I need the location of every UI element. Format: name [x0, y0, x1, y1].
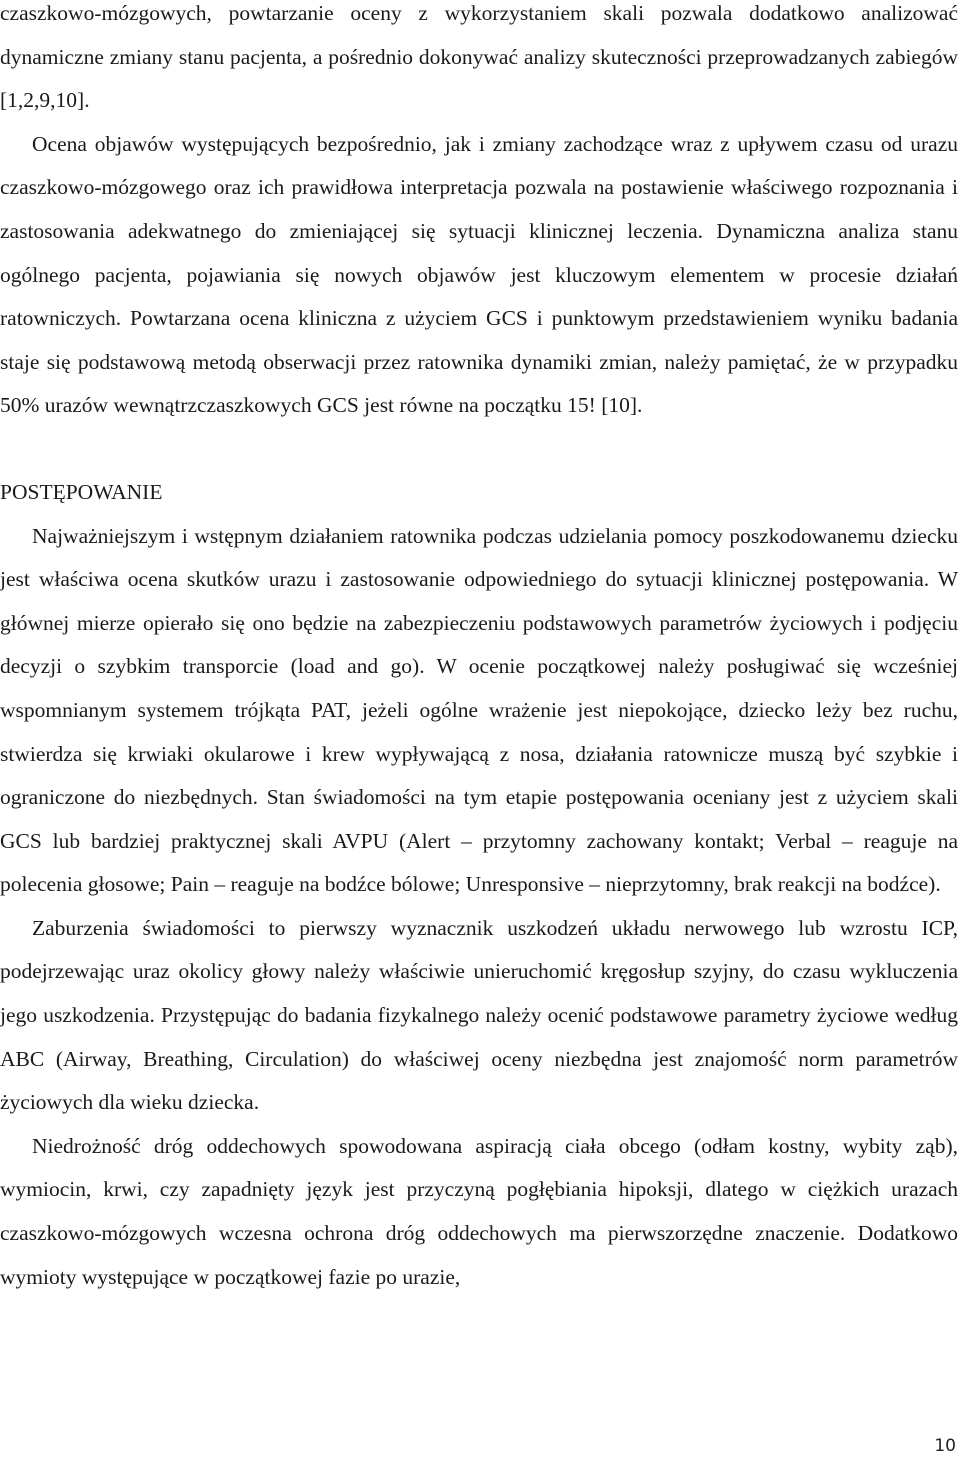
- paragraph-airway: Niedrożność dróg oddechowych spowodowana aspiracją ciała obcego (odłam kostny, wybity ząb), wymiocin, krwi, czy zapadnięty język jest przyczyną pogłębiania hipoksji, dlatego w ciężkich urazach czaszkowo-mózgowych wczesna ochrona dróg oddechowych ma pierwszorzędne znaczenie. Dodatkowo wymioty występujące w początkowej fazie po urazie,: [0, 1133, 958, 1289]
- paragraph-assessment: Ocena objawów występujących bezpośrednio, jak i zmiany zachodzące wraz z upływem czasu od urazu czaszkowo-mózgowego oraz ich prawidłowa interpretacja pozwala na postawienie właściwego rozpoznania i zastosowania adekwatnego do zmieniającej się sytuacji klinicznej leczenia. Dynamiczna analiza stanu ogólnego pacjenta, pojawiania się nowych objawów jest kluczowym elementem w procesie działań ratowniczych. Powtarzana ocena kliniczna z użyciem GCS i punktowym przedstawieniem wyniku badania staje się podstawową metodą obserwacji przez ratownika dynamiki zmian, należy pamiętać, że w przypadku 50% urazów wewnątrzczaszkowych GCS jest równe na początku 15! [10].: [0, 131, 958, 418]
- paragraph-procedure: Najważniejszym i wstępnym działaniem ratownika podczas udzielania pomocy poszkodowanemu dziecku jest właściwa ocena skutków urazu i zastosowanie odpowiedniego do sytuacji klinicznej postępowania. W głównej mierze opierało się ono będzie na zabezpieczeniu podstawowych parametrów życiowych i podjęciu decyzji o szybkim transporcie (load and go). W ocenie początkowej należy posługiwać się wcześniej wspomnianym systemem trójkąta PAT, jeżeli ogólne wrażenie jest niepokojące, dziecko leży bez ruchu, stwierdza się krwiaki okularowe i krew wypływającą z nosa, działania ratownicze muszą być szybkie i ograniczone do niezbędnych. Stan świadomości na tym etapie postępowania oceniany jest z użyciem skali GCS lub bardziej praktycznej skali AVPU (Alert – przytomny zachowany kontakt; Verbal – reaguje na polecenia głosowe; Pain – reaguje na bodźce bólowe; Unresponsive – nieprzytomny, brak reakcji na bodźce).: [0, 523, 958, 897]
- page-number: 10: [934, 1436, 956, 1456]
- paragraph-consciousness: Zaburzenia świadomości to pierwszy wyznacznik uszkodzeń układu nerwowego lub wzrostu ICP, podejrzewając uraz okolicy głowy należy właściwie unieruchomić kręgosłup szyjny, do czasu wykluczenia jego uszkodzenia. Przystępując do badania fizykalnego należy ocenić podstawowe parametry życiowe według ABC (Airway, Breathing, Circulation) do właściwej oceny niezbędna jest znajomość norm parametrów życiowych dla wieku dziecka.: [0, 915, 958, 1115]
- paragraph-continued: czaszkowo-mózgowych, powtarzanie oceny z wykorzystaniem skali pozwala dodatkowo analizować dynamiczne zmiany stanu pacjenta, a pośrednio dokonywać analizy skuteczności przeprowadzanych zabiegów [1,2,9,10].: [0, 1, 958, 113]
- section-heading: POSTĘPOWANIE: [0, 479, 163, 504]
